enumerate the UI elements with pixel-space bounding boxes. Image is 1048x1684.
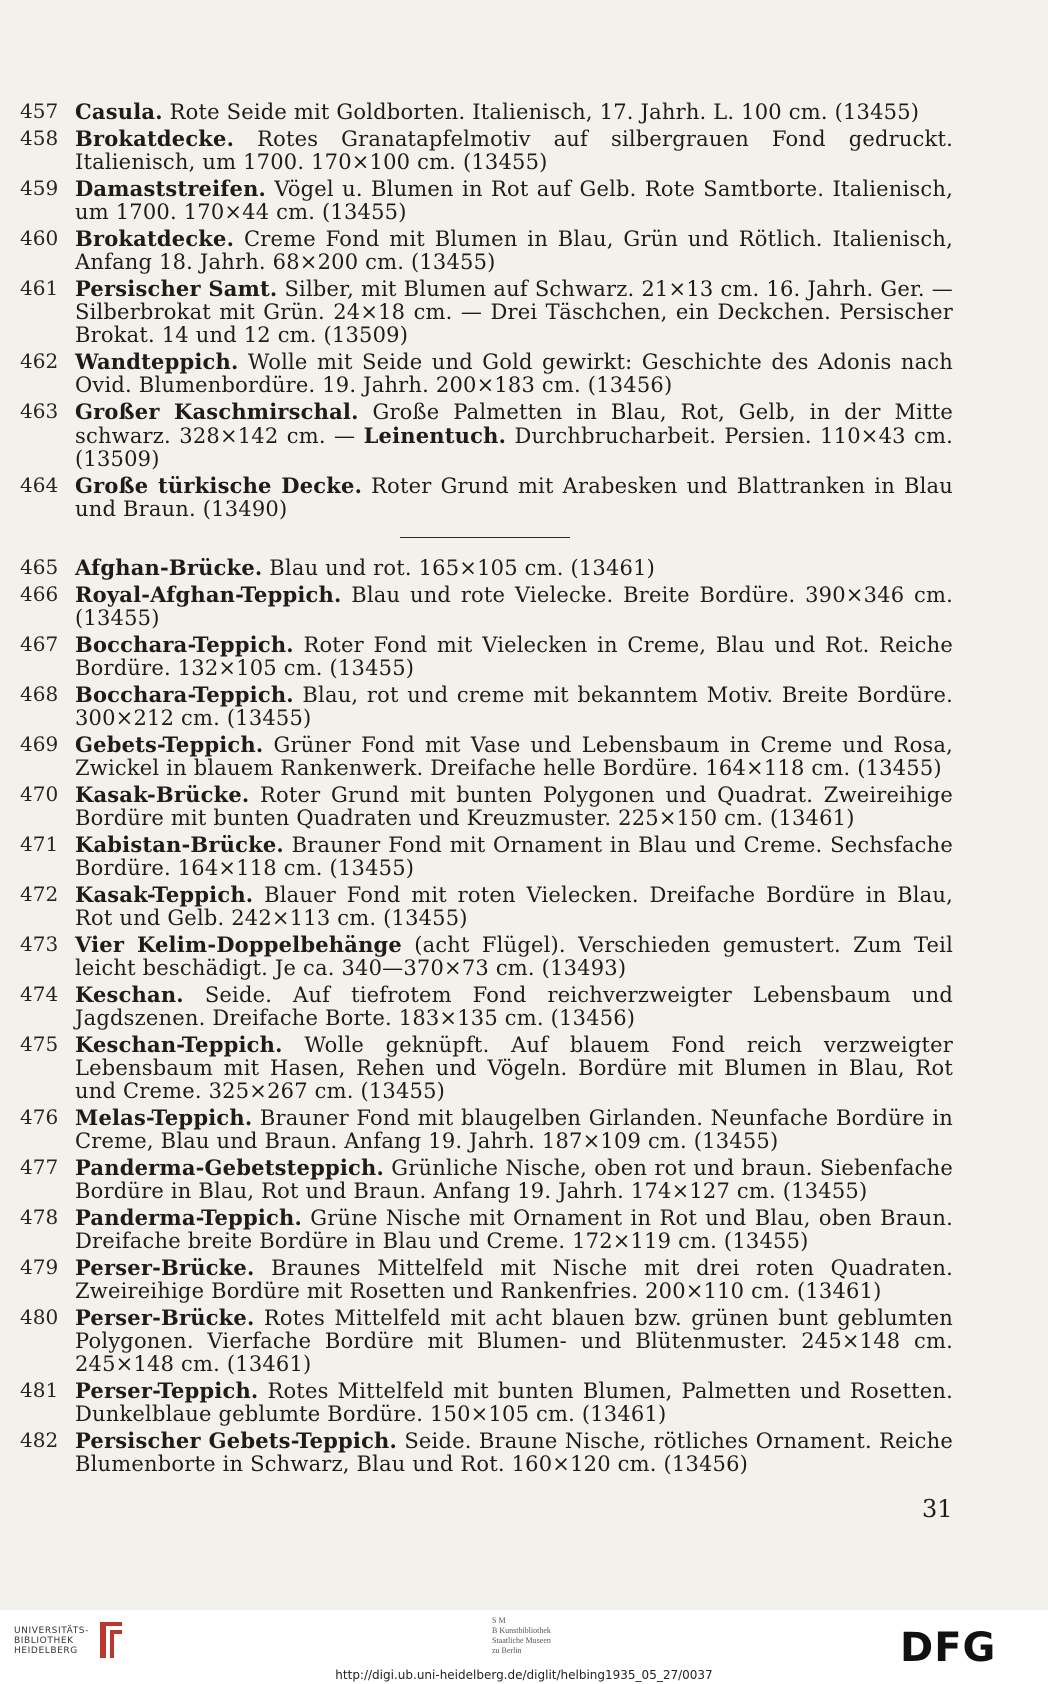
entry-description [75, 1429, 953, 1476]
entry-description [75, 783, 953, 830]
entry-title: Panderma-Teppich. [75, 1205, 302, 1230]
entry-title: Melas-Teppich. [75, 1105, 253, 1130]
entry-description [75, 400, 953, 471]
catalog-entry [0, 1156, 1048, 1203]
entry-title: Gebets-Teppich. [75, 732, 264, 757]
catalog-entries [0, 100, 1048, 1479]
entry-description [75, 227, 953, 274]
entry-number: 464 [20, 473, 59, 497]
entry-text: Seide. Braune Nische, rötliches Ornament. Reiche Blumenborte in Schwarz, Blau und Rot. 160×120 cm. (13456) [75, 1429, 953, 1476]
entry-text: Grünliche Nische, oben rot und braun. Siebenfache Bordüre in Blau, Rot und Braun. Anfang 19. Jahrh. 174×127 cm. (13455) [75, 1156, 953, 1203]
entry-text: Rote Seide mit Goldborten. Italienisch, 17. Jahrh. L. 100 cm. (13455) [169, 100, 920, 124]
entry-description [75, 350, 953, 397]
entry-title: Perser-Teppich. [75, 1378, 259, 1403]
entry-number: 478 [20, 1205, 59, 1229]
dfg-logo: DFG [900, 1625, 997, 1671]
sm-line-4: zu Berlin [492, 1646, 522, 1655]
entry-number: 481 [20, 1378, 59, 1402]
university-logo-icon [94, 1618, 128, 1662]
entry-number: 457 [20, 99, 59, 123]
entry-number: 458 [20, 126, 59, 150]
entry-number: 474 [20, 982, 59, 1006]
entry-number: 460 [20, 226, 59, 250]
entry-text: Braunes Mittelfeld mit Nische mit drei roten Quadraten. Zweireihige Bordüre mit Rosetten und Rankenfries. 200×110 cm. (13461) [75, 1256, 953, 1303]
catalog-entry [0, 683, 1048, 730]
entry-description [75, 583, 953, 630]
entry-number: 479 [20, 1255, 59, 1279]
catalog-entry [0, 783, 1048, 830]
entry-description [75, 633, 953, 680]
sm-line-1: S M [492, 1616, 506, 1625]
catalog-entry [0, 1206, 1048, 1253]
entry-number: 482 [20, 1428, 59, 1452]
entry-text: Blau, rot und creme mit bekanntem Motiv. Breite Bordüre. 300×212 cm. (13455) [75, 683, 953, 730]
entry-description [75, 683, 953, 730]
entry-title: Afghan-Brücke. [75, 555, 263, 580]
entry-title: Vier Kelim-Doppelbehänge [75, 932, 402, 957]
entry-text-secondary: Durchbrucharbeit. Persien. 110×43 cm. (13509) [75, 424, 953, 471]
entry-description [75, 1379, 953, 1426]
entry-title: Brokatdecke. [75, 126, 235, 151]
entry-text: Creme Fond mit Blumen in Blau, Grün und Rötlich. Italienisch, Anfang 18. Jahrh. 68×200 cm. (13455) [75, 227, 953, 274]
entry-number: 475 [20, 1032, 59, 1056]
entry-text: Roter Fond mit Vielecken in Creme, Blau und Rot. Reiche Bordüre. 132×105 cm. (13455) [75, 633, 953, 680]
entry-text: Silber, mit Blumen auf Schwarz. 21×13 cm. 16. Jahrh. Ger. — Silberbrokat mit Grün. 24×18 cm. — Drei Täschchen, ein Deckchen. Persischer Brokat. 14 und 12 cm. (13509) [75, 277, 953, 347]
entry-number: 476 [20, 1105, 59, 1129]
entry-title: Keschan-Teppich. [75, 1032, 283, 1057]
entry-number: 466 [20, 582, 59, 606]
catalog-entry [0, 833, 1048, 880]
catalog-entry [0, 1379, 1048, 1426]
entry-title: Großer Kaschmirschal. [75, 399, 359, 424]
entry-text: Seide. Auf tiefrotem Fond reichverzweigter Lebensbaum und Jagdszenen. Dreifache Borte. 183×135 cm. (13456) [75, 983, 953, 1030]
entry-title: Kasak-Brücke. [75, 782, 250, 807]
entry-text: Rotes Mittelfeld mit bunten Blumen, Palmetten und Rosetten. Dunkelblaue geblumte Bordüre. 150×105 cm. (13461) [75, 1379, 953, 1426]
catalog-entry [0, 933, 1048, 980]
entry-number: 480 [20, 1305, 59, 1329]
entry-number: 469 [20, 732, 59, 756]
entry-description [75, 1256, 953, 1303]
entry-title: Damaststreifen. [75, 176, 267, 201]
catalog-entry [0, 1033, 1048, 1103]
catalog-entry [0, 400, 1048, 471]
entry-text: Wolle mit Seide und Gold gewirkt: Geschichte des Adonis nach Ovid. Blumenbordüre. 19. Jahrh. 200×183 cm. (13456) [75, 350, 953, 397]
entry-text: Blauer Fond mit roten Vielecken. Dreifache Bordüre in Blau, Rot und Gelb. 242×113 cm. (13455) [75, 883, 953, 930]
catalog-entry [0, 733, 1048, 780]
entry-description [75, 127, 953, 174]
entry-title: Casula. [75, 99, 163, 124]
entry-title: Keschan. [75, 982, 184, 1007]
entries-group-1 [0, 100, 1048, 521]
entry-text: (acht Flügel). Verschieden gemustert. Zum Teil leicht beschädigt. Je ca. 340—370×73 cm. (13493) [75, 933, 953, 980]
entry-number: 470 [20, 782, 59, 806]
entry-number: 468 [20, 682, 59, 706]
entry-text: Große Palmetten in Blau, Rot, Gelb, in der Mitte schwarz. 328×142 cm. — [75, 400, 953, 448]
entry-title: Kabistan-Brücke. [75, 832, 284, 857]
entry-text: Roter Grund mit Arabesken und Blattranken in Blau und Braun. (13490) [75, 474, 953, 521]
section-separator [400, 537, 570, 538]
entry-title: Große türkische Decke. [75, 473, 363, 498]
entry-title: Persischer Gebets-Teppich. [75, 1428, 398, 1453]
entry-number: 462 [20, 349, 59, 373]
catalog-entry [0, 127, 1048, 174]
entry-description [75, 983, 953, 1030]
entry-description [75, 100, 953, 124]
university-library-label [14, 1626, 89, 1656]
entry-number: 473 [20, 932, 59, 956]
entry-number: 472 [20, 882, 59, 906]
entry-title: Brokatdecke. [75, 226, 235, 251]
entry-description [75, 1106, 953, 1153]
entry-title: Royal-Afghan-Teppich. [75, 582, 342, 607]
entry-text: Wolle geknüpft. Auf blauem Fond reich verzweigter Lebensbaum mit Hasen, Rehen und Vögeln. Bordüre mit Blumen in Blau, Rot und Creme. 325×267 cm. (13455) [75, 1033, 953, 1103]
entry-description [75, 474, 953, 521]
entry-text: Rotes Mittelfeld mit acht blauen bzw. grünen bunt geblumten Polygonen. Vierfache Bordüre mit Blumen- und Blütenmuster. 245×148 cm. 245×148 cm. (13461) [75, 1306, 953, 1376]
entry-number: 471 [20, 832, 59, 856]
footer-bar [0, 1610, 1048, 1684]
entry-number: 461 [20, 276, 59, 300]
entry-text: Blau und rote Vielecke. Breite Bordüre. 390×346 cm. (13455) [75, 583, 953, 630]
sm-line-2: B Kunstbibliothek [492, 1626, 551, 1635]
library-line-1: UNIVERSITÄTS- [14, 1626, 89, 1636]
entry-number: 477 [20, 1155, 59, 1179]
entry-description [75, 883, 953, 930]
entry-description [75, 277, 953, 347]
entry-title: Bocchara-Teppich. [75, 682, 294, 707]
entry-text: Grüner Fond mit Vase und Lebensbaum in Creme und Rosa, Zwickel in blauem Rankenwerk. Dreifache helle Bordüre. 164×118 cm. (13455) [75, 733, 953, 780]
catalog-entry [0, 883, 1048, 930]
catalog-entry [0, 583, 1048, 630]
entry-title: Persischer Samt. [75, 276, 278, 301]
library-line-3: HEIDELBERG [14, 1646, 78, 1656]
entries-group-2 [0, 556, 1048, 1476]
entry-text: Brauner Fond mit blaugelben Girlanden. Neunfache Bordüre in Creme, Blau und Braun. Anfang 19. Jahrh. 187×109 cm. (13455) [75, 1106, 953, 1153]
entry-title-secondary: Leinentuch. [363, 423, 507, 448]
catalog-entry [0, 474, 1048, 521]
page-number: 31 [922, 1495, 953, 1523]
catalog-entry [0, 556, 1048, 580]
catalog-entry [0, 1256, 1048, 1303]
entry-title: Wandteppich. [75, 349, 239, 374]
catalog-entry [0, 277, 1048, 347]
entry-text: Rotes Granatapfelmotiv auf silbergrauen Fond gedruckt. Italienisch, um 1700. 170×100 cm. (13455) [75, 127, 953, 174]
sm-line-3: Staatliche Museen [492, 1636, 551, 1645]
catalog-entry [0, 227, 1048, 274]
entry-description [75, 556, 953, 580]
entry-number: 463 [20, 399, 59, 423]
entry-description [75, 1033, 953, 1103]
page-url-link[interactable]: http://digi.ub.uni-heidelberg.de/diglit/helbing1935_05_27/0037 [335, 1668, 713, 1682]
entry-description [75, 933, 953, 980]
entry-description [75, 1206, 953, 1253]
entry-number: 459 [20, 176, 59, 200]
entry-number: 467 [20, 632, 59, 656]
entry-title: Bocchara-Teppich. [75, 632, 294, 657]
catalog-entry [0, 100, 1048, 124]
catalog-entry [0, 1106, 1048, 1153]
entry-description [75, 1156, 953, 1203]
entry-description [75, 177, 953, 224]
entry-title: Perser-Brücke. [75, 1305, 255, 1330]
catalog-entry [0, 1306, 1048, 1376]
catalog-entry [0, 350, 1048, 397]
catalog-entry [0, 633, 1048, 680]
entry-title: Kasak-Teppich. [75, 882, 254, 907]
entry-title: Perser-Brücke. [75, 1255, 255, 1280]
entry-text: Vögel u. Blumen in Rot auf Gelb. Rote Samtborte. Italienisch, um 1700. 170×44 cm. (13455) [75, 177, 953, 224]
entry-description [75, 733, 953, 780]
entry-description [75, 833, 953, 880]
catalog-entry [0, 1429, 1048, 1476]
entry-title: Panderma-Gebetsteppich. [75, 1155, 384, 1180]
catalog-entry [0, 177, 1048, 224]
entry-text: Brauner Fond mit Ornament in Blau und Creme. Sechsfache Bordüre. 164×118 cm. (13455) [75, 833, 953, 880]
entry-text: Roter Grund mit bunten Polygonen und Quadrat. Zweireihige Bordüre mit bunten Quadraten und Kreuzmuster. 225×150 cm. (13461) [75, 783, 953, 830]
catalog-entry [0, 983, 1048, 1030]
entry-text: Grüne Nische mit Ornament in Rot und Blau, oben Braun. Dreifache breite Bordüre in Blau und Creme. 172×119 cm. (13455) [75, 1206, 953, 1253]
kunstbibliothek-label [492, 1616, 551, 1656]
entry-description [75, 1306, 953, 1376]
library-line-2: BIBLIOTHEK [14, 1636, 74, 1646]
entry-number: 465 [20, 555, 59, 579]
entry-text: Blau und rot. 165×105 cm. (13461) [269, 556, 656, 580]
